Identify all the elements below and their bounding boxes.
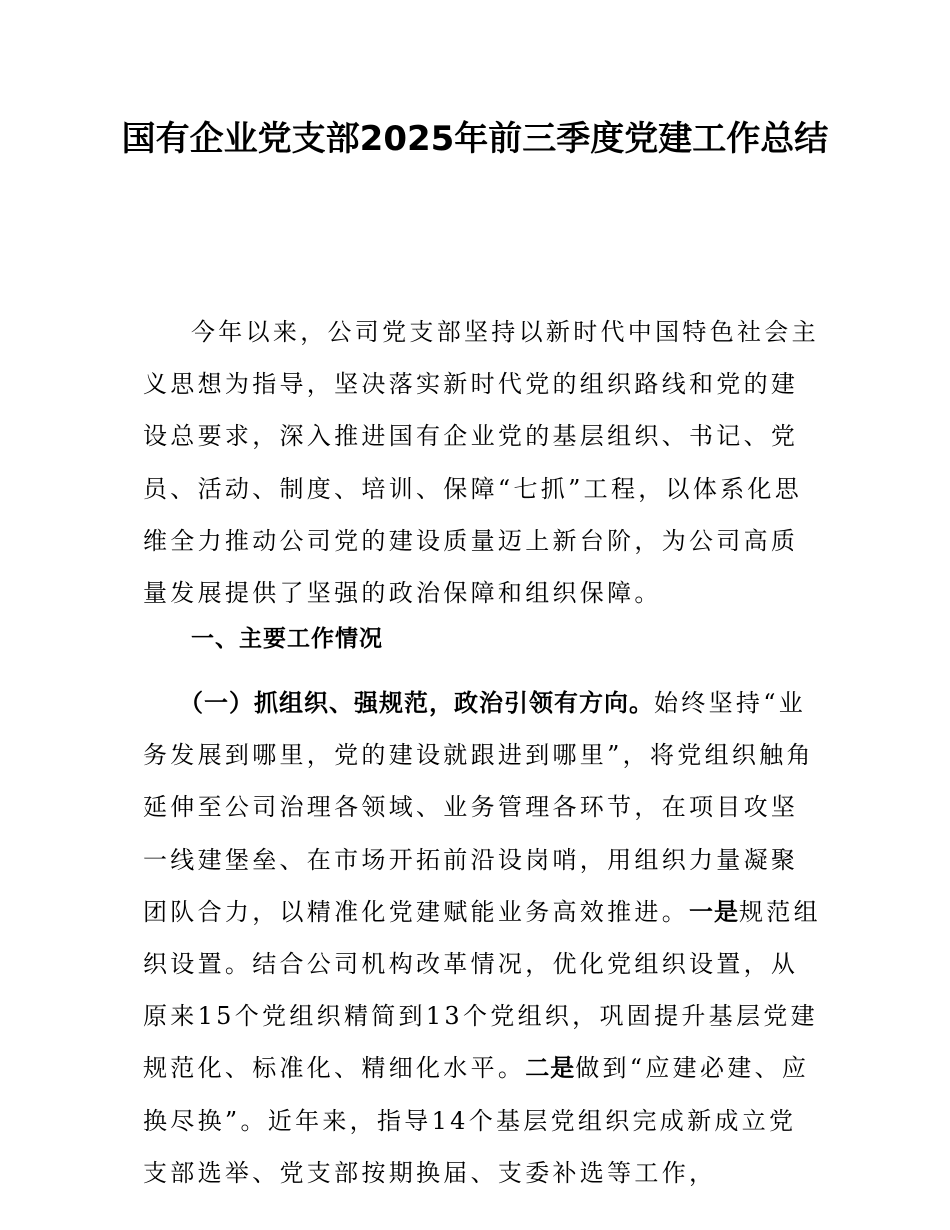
paragraph-text-a: 始终坚持“业务发展到哪里，党的建设就跟进到哪里”，将党组织触角延伸至公司治理各领域、业务管理各环节，在项目攻坚一线建堡垒、在市场开拓前沿设岗哨，用组织力量凝聚团队合力，以精准化党建赋能业务高效推进。 (143, 689, 814, 926)
section-paragraph-organization (143, 677, 823, 1199)
paragraph-text-b: 规范组织设置。结合公司机构改革情况，优化党组织设置，从原来15个党组织精简到13个党组织，巩固提升基层党建规范化、标准化、精细化水平。 (143, 897, 821, 1083)
item-marker-first: 一是 (689, 897, 739, 926)
paragraph-text-c: 做到“应建必建、应换尽换”。近年来，指导14个基层党组织完成新成立党支部选举、党支部按期换届、支委补选等工作， (143, 1054, 810, 1187)
item-marker-second: 二是 (525, 1054, 576, 1083)
intro-paragraph: 今年以来，公司党支部坚持以新时代中国特色社会主义思想为指导，坚决落实新时代党的组织路线和党的建设总要求，深入推进国有企业党的基层组织、书记、党员、活动、制度、培训、保障“七抓”工程，以体系化思维全力推动公司党的建设质量迈上新台阶，为公司高质量发展提供了坚强的政治保障和组织保障。 (143, 318, 819, 608)
subsection-lead-heading: （一）抓组织、强规范，政治引领有方向。 (179, 689, 654, 717)
document-title: 国有企业党支部2025年前三季度党建工作总结 (121, 119, 829, 159)
section-heading-main-work: 一、主要工作情况 (191, 626, 383, 652)
